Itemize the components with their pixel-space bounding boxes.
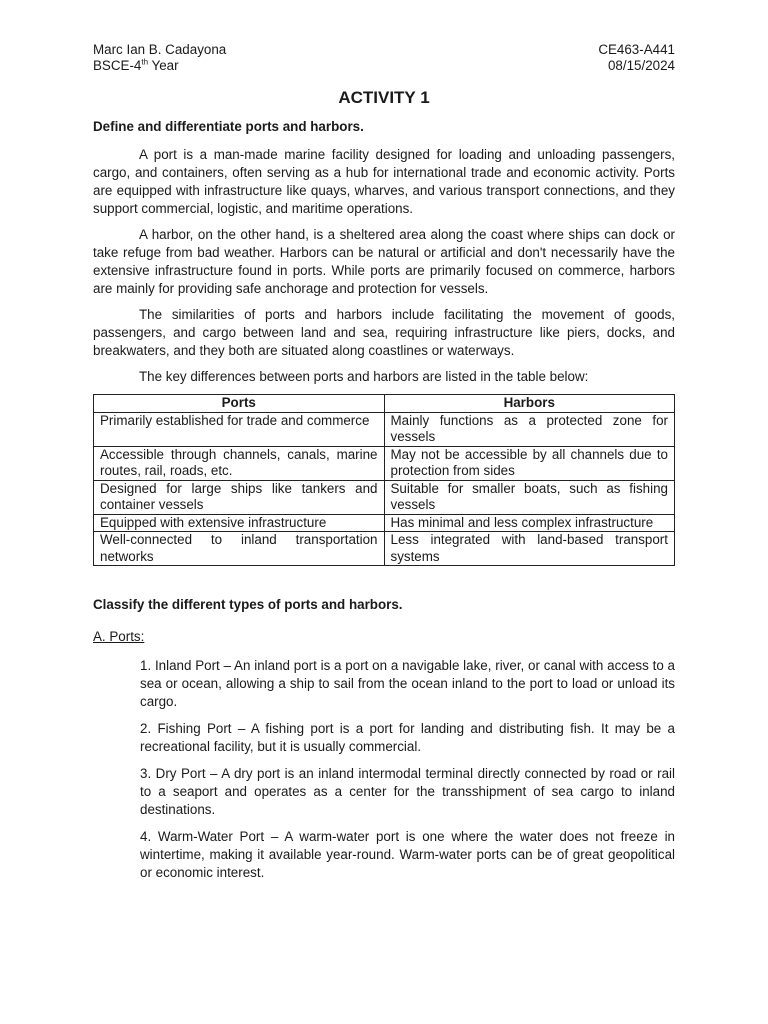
table-cell-harbor: Has minimal and less complex infrastructure [384, 514, 675, 532]
author-name: Marc Ian B. Cadayona [93, 42, 227, 57]
table-cell-port: Equipped with extensive infrastructure [94, 514, 385, 532]
paragraph-table-intro: The key differences between ports and harbors are listed in the table below: [139, 369, 589, 384]
column-header-harbors: Harbors [384, 395, 675, 413]
section-heading-ports: A. Ports: [93, 629, 145, 644]
table-cell-harbor: Suitable for smaller boats, such as fishing vessels [384, 480, 675, 514]
year-sup: th [141, 57, 149, 67]
page-title: ACTIVITY 1 [338, 88, 430, 107]
question-1: Define and differentiate ports and harbors. [93, 119, 364, 134]
course-code: CE463-A441 [598, 42, 675, 57]
header-row-2 [93, 58, 675, 74]
list-item-fishing-port: 2. Fishing Port – A fishing port is a port for landing and distributing fish. It may be a recreational facility, but it is usually commercial. [140, 721, 675, 754]
table-row [94, 412, 675, 446]
list-item-warm-water-port: 4. Warm-Water Port – A warm-water port is one where the water does not freeze in wintertime, making it available year-round. Warm-water ports can be of great geopolitical or economic interest. [140, 829, 675, 880]
table-cell-port: Well-connected to inland transportation networks [94, 532, 385, 566]
table-cell-harbor: May not be accessible by all channels due to protection from sides [384, 446, 675, 480]
comparison-table [93, 394, 675, 566]
column-header-ports: Ports [94, 395, 385, 413]
year-prefix: BSCE-4 [93, 58, 142, 73]
question-2: Classify the different types of ports and harbors. [93, 597, 403, 612]
table-row [94, 532, 675, 566]
list-item-dry-port: 3. Dry Port – A dry port is an inland intermodal terminal directly connected by road or rail to a seaport and operates as a center for the transshipment of sea cargo to inland destinations. [140, 766, 675, 817]
header-row-1 [93, 42, 675, 58]
table-row [94, 480, 675, 514]
list-item-inland-port: 1. Inland Port – An inland port is a port on a navigable lake, river, or canal with access to a sea or ocean, allowing a ship to sail from the ocean inland to the port to load or unload its cargo. [140, 658, 675, 709]
paragraph-port-definition: A port is a man-made marine facility designed for loading and unloading passengers, cargo, and containers, often serving as a hub for international trade and economic activity. Ports are equipped with infrastructure like quays, wharves, and various transport connections, and they support commercial, logistic, and maritime operations. [93, 147, 675, 216]
date: 08/15/2024 [607, 58, 675, 73]
paragraph-similarities: The similarities of ports and harbors include facilitating the movement of goods, passengers, and cargo between land and sea, requiring infrastructure like piers, docks, and breakwaters, and they both are situated along coastlines or waterways. [93, 307, 675, 358]
table-cell-harbor: Mainly functions as a protected zone for vessels [384, 412, 675, 446]
table-row [94, 446, 675, 480]
table-cell-port: Primarily established for trade and commerce [94, 412, 385, 446]
year-level [93, 58, 179, 74]
table-cell-port: Accessible through channels, canals, marine routes, rail, roads, etc. [94, 446, 385, 480]
table-row [94, 514, 675, 532]
paragraph-harbor-definition: A harbor, on the other hand, is a sheltered area along the coast where ships can dock or take refuge from bad weather. Harbors can be natural or artificial and don't necessarily have the extensive infrastructure found in ports. While ports are primarily focused on commerce, harbors are mainly for providing safe anchorage and protection for vessels. [93, 227, 675, 296]
year-suffix: Year [148, 58, 179, 73]
table-cell-harbor: Less integrated with land-based transport systems [384, 532, 675, 566]
table-header-row [94, 395, 675, 413]
table-cell-port: Designed for large ships like tankers and container vessels [94, 480, 385, 514]
